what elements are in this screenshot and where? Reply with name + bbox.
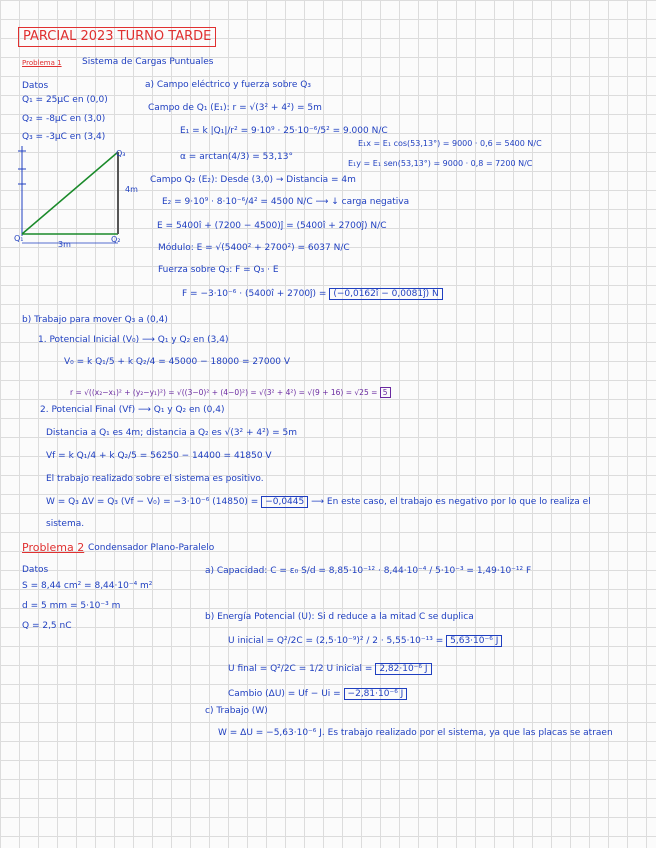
label-q1: Q₁ — [14, 234, 24, 243]
p1-w-comment-2: sistema. — [46, 519, 85, 529]
p1-b2-title: 2. Potencial Final (Vf) ⟶ Q₁ y Q₂ en (0,4) — [40, 405, 225, 415]
page-title: PARCIAL 2023 TURNO TARDE — [18, 27, 216, 47]
p1-line-e1y: E₁y = E₁ sen(53,13°) = 9000 · 0,8 = 7200 N/C — [348, 159, 533, 168]
p2-u-initial-line: U inicial = Q²/2C = (2,5·10⁻⁹)² / 2 · 5,55·10⁻¹³ = 5,63·10⁻⁶ J — [228, 636, 502, 647]
p1-w-line: W = Q₃ ΔV = Q₃ (Vf − V₀) = −3·10⁻⁶ (14850) = −0,0445 ⟶ En este caso, el trabajo es negativo por lo que lo realiza el — [46, 497, 591, 507]
p2-datos-label: Datos — [22, 565, 49, 575]
p2-dato-q: Q = 2,5 nC — [22, 621, 72, 631]
p2-u-final-line: U final = Q²/2C = 1/2 U inicial = 2,82·10⁻⁶ J — [228, 664, 432, 675]
problem-1-heading: Problema 1 — [22, 59, 62, 67]
p1-datos-label: Datos — [22, 81, 49, 91]
u-initial-box: 5,63·10⁻⁶ J — [446, 635, 502, 647]
hypotenuse-line — [22, 152, 118, 234]
p2-part-c-title: c) Trabajo (W) — [205, 706, 268, 716]
p1-v0-line: V₀ = k Q₁/5 + k Q₂/4 = 45000 − 18000 = 27000 V — [64, 357, 291, 367]
label-q2: Q₂ — [111, 235, 121, 244]
p2-part-c-line: W = ΔU = −5,63·10⁻⁶ J. Es trabajo realizado por el sistema, ya que las placas se atraen — [218, 728, 613, 738]
p1-line-e1: E₁ = k |Q₁|/r² = 9·10⁹ · 25·10⁻⁶/5² = 9.000 N/C — [180, 126, 388, 136]
u-final-box: 2,82·10⁻⁶ J — [375, 663, 431, 675]
p1-work-note: El trabajo realizado sobre el sistema es positivo. — [46, 474, 264, 484]
p1-dato-q2: Q₂ = -8μC en (3,0) — [22, 114, 106, 124]
p1-dist-line: Distancia a Q₁ es 4m; distancia a Q₂ es √(3² + 4²) = 5m — [46, 428, 298, 438]
p1-dato-q1: Q₁ = 25μC en (0,0) — [22, 95, 108, 105]
p1-line-alpha: α = arctan(4/3) = 53,13° — [180, 152, 293, 162]
p1-vf-line: Vf = k Q₁/4 + k Q₂/5 = 56250 − 14400 = 41850 V — [46, 451, 272, 461]
p1-line-f-calc: F = −3·10⁻⁶ · (5400î + 2700ĵ) = (−0,0162î − 0,0081ĵ) N — [182, 289, 443, 300]
label-q3: Q₃ — [116, 149, 126, 158]
p2-delta-u-line: Cambio (ΔU) = Uf − Ui = −2,81·10⁻⁶ J — [228, 689, 407, 700]
p1-line-e1x: E₁x = E₁ cos(53,13°) = 9000 · 0,6 = 5400 N/C — [358, 139, 542, 148]
p2-part-b-title: b) Energía Potencial (U): Si d reduce a la mitad C se duplica — [205, 612, 474, 622]
p2-part-a-line: a) Capacidad: C = ε₀ S/d = 8,85·10⁻¹² · 8,44·10⁻⁴ / 5·10⁻³ = 1,49·10⁻¹² F — [205, 566, 532, 576]
p2-dato-d: d = 5 mm = 5·10⁻³ m — [22, 601, 121, 611]
r-result-box: 5 — [380, 387, 391, 398]
f-result-box: (−0,0162î − 0,0081ĵ) N — [329, 288, 442, 300]
problem-2-heading: Problema 2 — [22, 541, 85, 554]
p1-b1-title: 1. Potencial Inicial (V₀) ⟶ Q₁ y Q₂ en (3,4) — [38, 335, 229, 345]
p2-dato-s: S = 8,44 cm² = 8,44·10⁻⁴ m² — [22, 581, 153, 591]
p1-line-e2: E₂ = 9·10⁹ · 8·10⁻⁶/4² = 4500 N/C ⟶ ↓ carga negativa — [162, 197, 410, 207]
problem-2-subject: Condensador Plano-Paralelo — [88, 543, 215, 553]
p1-line-fuerza: Fuerza sobre Q₃: F = Q₃ · E — [158, 265, 279, 275]
w-result-box: −0,0445 — [261, 496, 308, 508]
p1-line-modulo: Módulo: E = √(5400² + 2700²) = 6037 N/C — [158, 243, 350, 253]
label-3m: 3m — [58, 240, 71, 249]
p1-part-a-title: a) Campo eléctrico y fuerza sobre Q₃ — [145, 80, 311, 90]
p1-line-campo-q2: Campo Q₂ (E₂): Desde (3,0) → Distancia = 4m — [150, 175, 356, 185]
p1-r-line: r = √((x₂−x₁)² + (y₂−y₁)²) = √((3−0)² + (4−0)²) = √(3² + 4²) = √(9 + 16) = √25 = 5 — [70, 387, 391, 398]
p1-dato-q3: Q₃ = -3μC en (3,4) — [22, 132, 106, 142]
p1-line-campo-q1: Campo de Q₁ (E₁): r = √(3² + 4²) = 5m — [148, 103, 322, 113]
delta-u-box: −2,81·10⁻⁶ J — [344, 688, 408, 700]
problem-1-subject: Sistema de Cargas Puntuales — [82, 57, 214, 67]
p1-part-b-title: b) Trabajo para mover Q₃ a (0,4) — [22, 315, 168, 325]
p1-line-e-total: E = 5400î + (7200 − 4500)ĵ = (5400î + 2700ĵ) N/C — [157, 221, 387, 231]
label-4m: 4m — [125, 185, 138, 194]
